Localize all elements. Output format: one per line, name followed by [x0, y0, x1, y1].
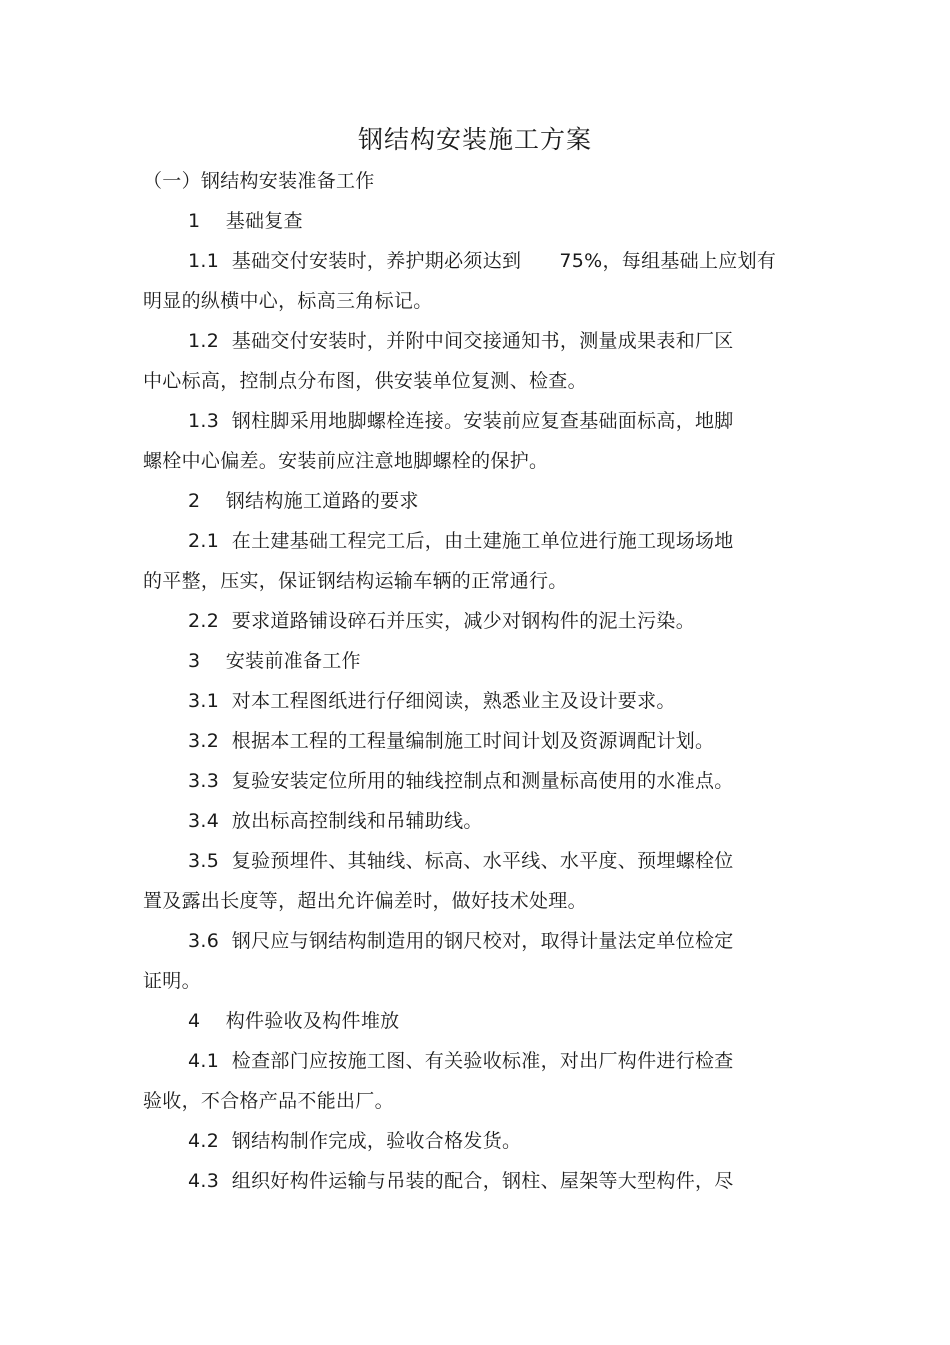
paragraph-line: 3.6 钢尺应与钢结构制造用的钢尺校对，取得计量法定单位检定	[188, 930, 734, 952]
paragraph-line: 验收，不合格产品不能出厂。	[143, 1090, 394, 1112]
paragraph-line: 3.2 根据本工程的工程量编制施工时间计划及资源调配计划。	[188, 730, 715, 752]
paragraph-line: 4.2 钢结构制作完成，验收合格发货。	[188, 1130, 522, 1152]
paragraph-line: 3.3 复验安装定位所用的轴线控制点和测量标高使用的水准点。	[188, 770, 734, 792]
paragraph-line: 3.5 复验预埋件、其轴线、标高、水平线、水平度、预埋螺栓位	[188, 850, 734, 872]
paragraph-line: 3.4 放出标高控制线和吊辅助线。	[188, 810, 483, 832]
subsection-heading: 1 基础复查	[188, 210, 303, 232]
paragraph-line: 4.1 检查部门应按施工图、有关验收标准，对出厂构件进行检查	[188, 1050, 734, 1072]
subsection-heading: 2 钢结构施工道路的要求	[188, 490, 419, 512]
paragraph-line: 1.2 基础交付安装时，并附中间交接通知书，测量成果表和厂区	[188, 330, 734, 352]
paragraph-line: 中心标高，控制点分布图，供安装单位复测、检查。	[143, 370, 587, 392]
paragraph-line: 证明。	[143, 970, 201, 992]
paragraph-line: 明显的纵横中心，标高三角标记。	[143, 290, 433, 312]
document-title: 钢结构安装施工方案	[357, 125, 592, 154]
subsection-heading: 3 安装前准备工作	[188, 650, 361, 672]
paragraph-line: 螺栓中心偏差。安装前应注意地脚螺栓的保护。	[143, 450, 549, 472]
paragraph-line: 4.3 组织好构件运输与吊装的配合，钢柱、屋架等大型构件，尽	[188, 1170, 734, 1192]
paragraph-line: 2.2 要求道路铺设碎石并压实，减少对钢构件的泥土污染。	[188, 610, 695, 632]
paragraph-line: 置及露出长度等，超出允许偏差时，做好技术处理。	[143, 890, 587, 912]
paragraph-line: 1.3 钢柱脚采用地脚螺栓连接。安装前应复查基础面标高，地脚	[188, 410, 734, 432]
paragraph-line: 2.1 在土建基础工程完工后，由土建施工单位进行施工现场场地	[188, 530, 734, 552]
paragraph-line: 的平整，压实，保证钢结构运输车辆的正常通行。	[143, 570, 568, 592]
paragraph-line: 3.1 对本工程图纸进行仔细阅读，熟悉业主及设计要求。	[188, 690, 676, 712]
subsection-heading: 4 构件验收及构件堆放	[188, 1010, 400, 1032]
paragraph-line: 1.1 基础交付安装时，养护期必须达到 75%，每组基础上应划有	[188, 250, 777, 272]
section-heading: （一）钢结构安装准备工作	[143, 170, 375, 192]
